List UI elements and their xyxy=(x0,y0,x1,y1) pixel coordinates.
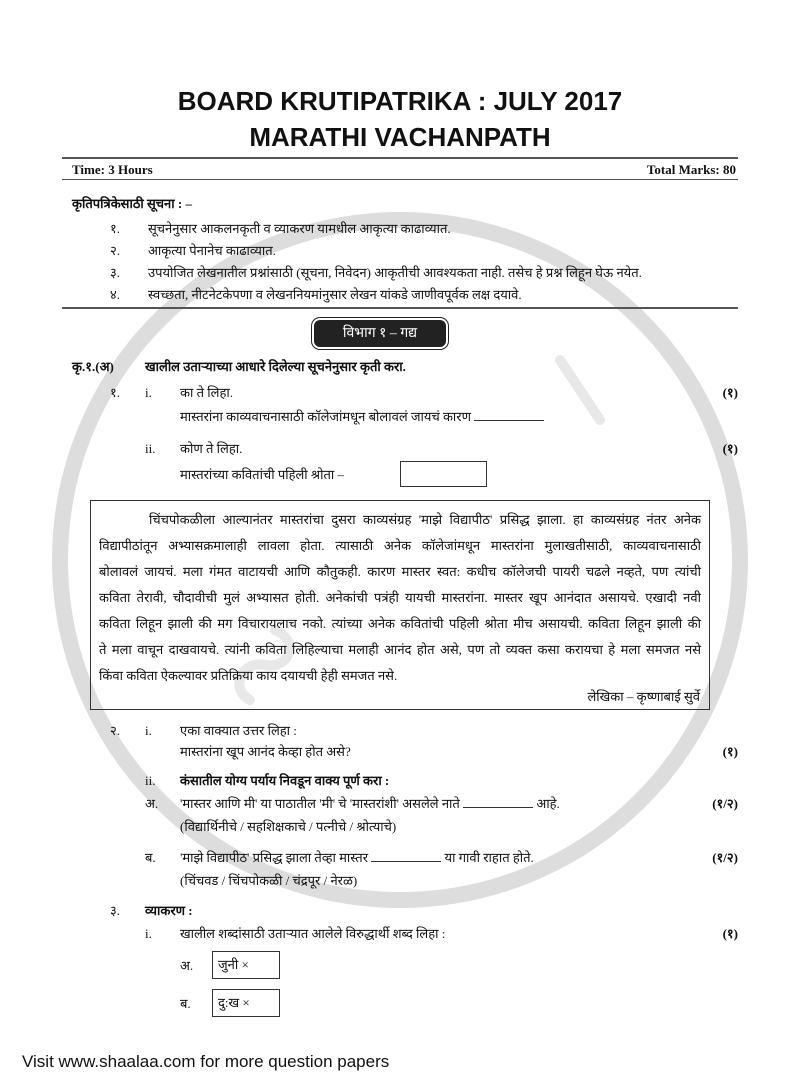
passage-line: चिंचपोकळीला आल्यानंतर मास्तरांचा दुसरा काव्यसंग्रह 'माझे विद्यापीठ' प्रसिद्ध झाला. हा काव्यसंग्रह नंतर अनेक xyxy=(149,512,701,527)
sub-number: i. xyxy=(145,385,152,400)
item-number: २. xyxy=(110,243,121,258)
time-label: Time: 3 Hours xyxy=(72,162,153,177)
option-number: ब. xyxy=(180,996,191,1011)
passage-line: बोलावलं जायचं. मला गंमत वाटायची आणि कौतुकही. कारण मास्तर स्वत: कधीच कॉलेजची पायरी चढले नव्हते, पण त्यांची xyxy=(99,564,701,579)
question-label: कृ.१.(अ) xyxy=(72,359,114,374)
sub-number: ii. xyxy=(145,441,156,456)
options-text: (विद्यार्थिनीचे / सहशिक्षकाचे / पत्नीचे / श्रोत्याचे) xyxy=(180,819,397,834)
answer-blank[interactable] xyxy=(371,860,441,862)
page-subtitle: MARATHI VACHANPATH xyxy=(249,122,551,152)
total-marks-label: Total Marks: 80 xyxy=(646,162,736,177)
page-title: BOARD KRUTIPATRIKA : JULY 2017 xyxy=(177,86,623,116)
instruction-item: सूचनेनुसार आकलनकृती व व्याकरण यामधील आकृत्या काढाव्यात. xyxy=(148,221,451,236)
marks: (१) xyxy=(722,385,738,400)
passage-line: किंवा कविता ऐकल्यावर प्रतिक्रिया काय दयायची हेही समजत नसे. xyxy=(99,668,398,683)
question-text-content: मास्तरांना काव्यवाचनासाठी कॉलेजांमधून बोलावलं जायचं कारण xyxy=(180,409,472,424)
answer-box[interactable] xyxy=(212,951,280,979)
option-number: अ. xyxy=(145,796,159,811)
sub-prompt: कोण ते लिहा. xyxy=(180,441,243,456)
divider xyxy=(62,157,738,159)
fill-blank-sentence xyxy=(180,849,534,866)
passage-line: विद्यापीठांतून अभ्यासक्रमालाही लावला होता. त्यासाठी अनेक कॉलेजांमधून मास्तरांना मुलाखतीसाठी, काव्यवाचनासाठी xyxy=(99,538,701,553)
answer-blank[interactable] xyxy=(463,806,533,808)
question-text: मास्तरांना खूप आनंद केव्हा होत असे? xyxy=(180,744,351,759)
answer-box[interactable] xyxy=(400,461,487,487)
instructions-heading: कृतिपत्रिकेसाठी सूचना : – xyxy=(72,196,192,211)
option-number: ब. xyxy=(145,850,156,865)
question-text: मास्तरांच्या कवितांची पहिली श्रोता – xyxy=(180,467,345,482)
options-text: (चिंचवड / चिंचपोकळी / चंद्रपूर / नेरळ) xyxy=(180,873,358,888)
sub-number: ii. xyxy=(145,773,156,788)
instruction-item: आकृत्या पेनानेच काढाव्यात. xyxy=(148,243,276,258)
sentence-end: या गावी राहात होते. xyxy=(444,850,534,865)
marks: (१) xyxy=(722,744,738,759)
item-number: ४. xyxy=(110,287,121,302)
sub-prompt: का ते लिहा. xyxy=(180,385,233,400)
part-number: १. xyxy=(110,385,121,400)
antonym-word: जुनी × xyxy=(218,957,249,972)
sub-prompt: एका वाक्यात उत्तर लिहा : xyxy=(180,723,297,738)
sentence-start: 'मास्तर आणि मी' या पाठातील 'मी' चे 'मास्तरांशी' असलेले नाते xyxy=(180,796,460,811)
answer-blank[interactable] xyxy=(474,419,544,421)
divider xyxy=(62,307,738,309)
sub-number: i. xyxy=(145,926,152,941)
footer-text: Visit www.shaalaa.com for more question papers xyxy=(22,1052,390,1071)
answer-box[interactable] xyxy=(212,989,280,1017)
sub-number: i. xyxy=(145,723,152,738)
passage-author: लेखिका – कृष्णाबाई सुर्वे xyxy=(587,689,700,704)
marks: (१/२) xyxy=(712,850,738,865)
part-number: २. xyxy=(110,723,121,738)
fill-blank-sentence xyxy=(180,795,560,812)
passage-box xyxy=(90,500,710,710)
instruction-item: उपयोजित लेखनातील प्रश्नांसाठी (सूचना, निवेदन) आकृतीची आवश्यकता नाही. तसेच हे प्रश्न लिहून घेऊ नयेत. xyxy=(148,265,642,280)
passage-line: कविता तेरावी, चौदावीची मुलं अभ्यासत होती. अनेकांची पत्रंही यायची मास्तरांना. मास्तर खूप आनंदात असायचे. एखादी नवी xyxy=(99,590,701,605)
sub-prompt: कंसातील योग्य पर्याय निवडून वाक्य पूर्ण करा : xyxy=(180,773,390,788)
antonym-word: दु:ख × xyxy=(218,995,250,1010)
sentence-start: 'माझे विद्यापीठ' प्रसिद्ध झाला तेव्हा मास्तर xyxy=(180,850,369,865)
passage-line: ते मला वाचून दाखवायचे. त्यांनी कविता लिहिल्याचा मलाही आनंद होत असे, पण तो व्यक्त कसा करायचा हे मला समजत नसे xyxy=(99,642,701,657)
option-number: अ. xyxy=(180,958,194,973)
item-number: ३. xyxy=(110,265,121,280)
sentence-end: आहे. xyxy=(536,796,560,811)
item-number: १. xyxy=(110,221,121,236)
question-text xyxy=(180,408,544,425)
question-instruction: खालील उताऱ्याच्या आधारे दिलेल्या सूचनेनुसार कृती करा. xyxy=(145,359,406,374)
section-badge: विभाग १ – गद्य xyxy=(314,320,446,347)
passage-line: कविता लिहून झाली की मग विचारायलाच नको. त्यांच्या अनेक कवितांची पहिली श्रोता मीच असायची. कविता लिहून झाली की xyxy=(99,616,701,631)
part-heading: व्याकरण : xyxy=(145,903,193,918)
marks: (१) xyxy=(722,441,738,456)
marks: (१) xyxy=(722,926,738,941)
part-number: ३. xyxy=(110,903,121,918)
instruction-item: स्वच्छता, नीटनेटकेपणा व लेखननियमांनुसार लेखन यांकडे जाणीवपूर्वक लक्ष दयावे. xyxy=(148,287,522,302)
divider xyxy=(62,179,738,180)
sub-prompt: खालील शब्दांसाठी उताऱ्यात आलेले विरुद्धार्थी शब्द लिहा : xyxy=(180,926,446,941)
marks: (१/२) xyxy=(712,796,738,811)
